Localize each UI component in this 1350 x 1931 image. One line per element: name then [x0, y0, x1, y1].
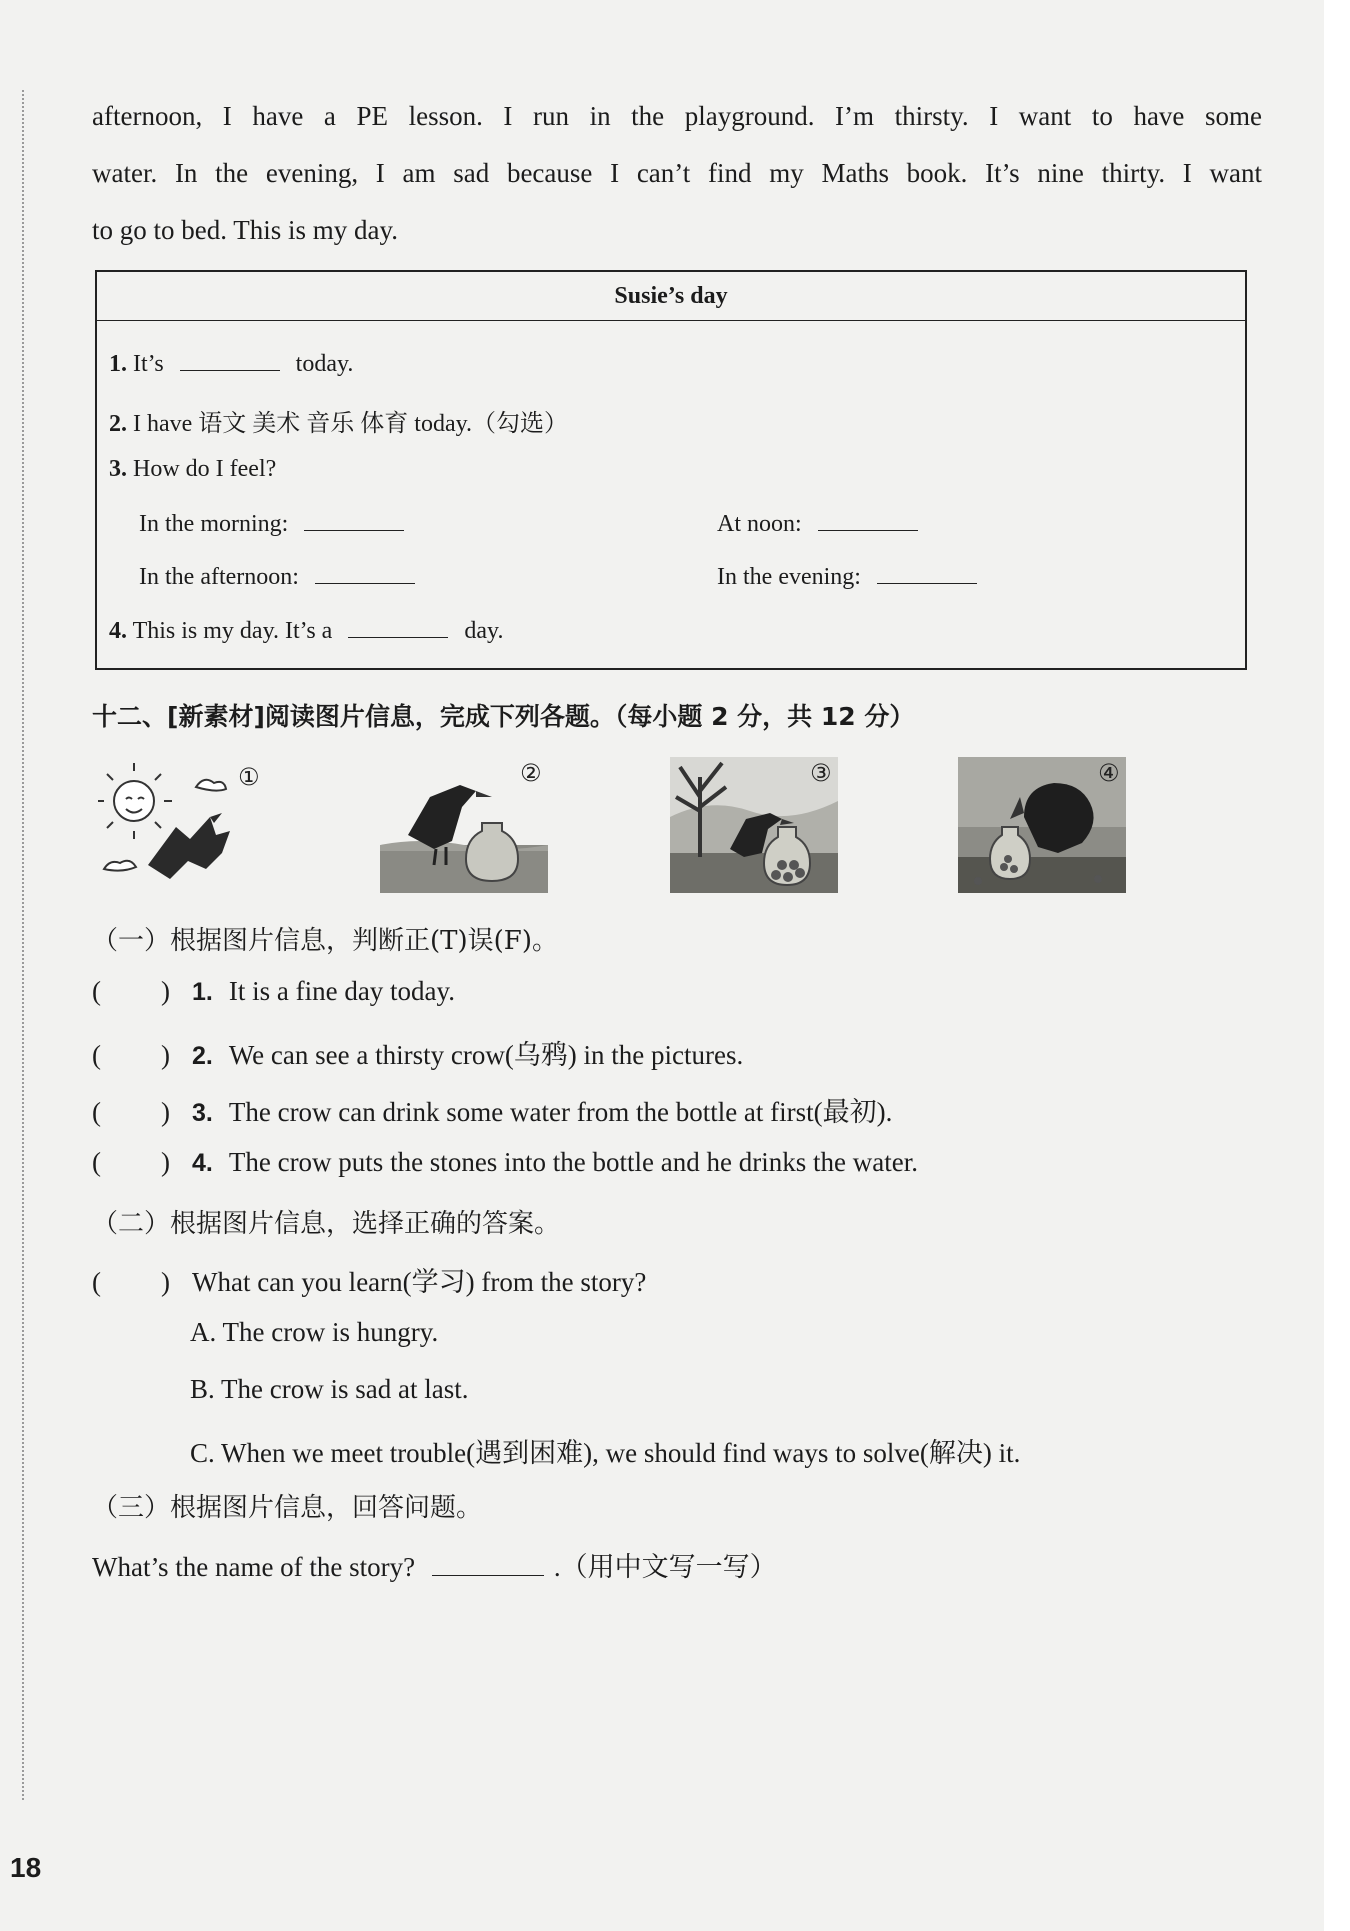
feel-evening: [717, 563, 987, 591]
tf-text-3: The crow can drink some water from the bottle at first(最初).: [228, 1097, 893, 1127]
story-question-text: What’s the name of the story?: [92, 1552, 416, 1582]
evening-label: In the evening:: [717, 564, 861, 590]
noon-blank[interactable]: [818, 510, 918, 531]
q4-pre: This is my day. It’s a: [132, 618, 333, 644]
q1-post: today.: [295, 351, 354, 377]
q3-number: 3.: [109, 456, 127, 482]
morning-label: In the morning:: [139, 511, 289, 537]
new-material-tag: [新素材]: [167, 702, 265, 731]
feel-noon: [717, 510, 928, 538]
tf-text-2: We can see a thirsty crow(乌鸦) in the pictures.: [228, 1040, 744, 1070]
picture-1-label: ①: [238, 763, 260, 791]
crow-bottle-illustration: [380, 757, 548, 893]
crow-stones-illustration: [670, 757, 838, 893]
sun-crow-illustration: [98, 757, 266, 893]
story-question-suffix: .（用中文写一写）: [553, 1552, 777, 1582]
table-q1: [109, 350, 353, 378]
bracket-open: (: [92, 1097, 101, 1127]
option-c: C. When we meet trouble(遇到困难), we should find ways to solve(解决) it.: [190, 1438, 1021, 1468]
intro-line-1: afternoon, I have a PE lesson. I run in the playground. I’m thirsty. I want to have some: [92, 101, 1262, 131]
picture-4-label: ④: [1098, 759, 1120, 787]
story-name-question: [92, 1545, 777, 1584]
picture-4: [958, 757, 1126, 893]
page-edge: [1324, 0, 1350, 1931]
picture-2-label: ②: [520, 759, 542, 787]
answer-bracket-2[interactable]: [92, 1040, 192, 1071]
bracket-open: (: [92, 1267, 101, 1297]
bracket-close: ): [161, 1097, 170, 1127]
picture-3-label: ③: [810, 759, 832, 787]
part-1-heading: （一）根据图片信息，判断正(T)误(F)。: [92, 926, 558, 956]
bracket-close: ): [161, 1040, 170, 1070]
q2-text: I have 语文 美术 音乐 体育 today.（勾选）: [133, 411, 569, 437]
table-q2: [109, 403, 568, 438]
morning-blank[interactable]: [304, 510, 404, 531]
evening-blank[interactable]: [877, 563, 977, 584]
answer-bracket-3[interactable]: [92, 1097, 192, 1128]
table-title: Susie’s day: [97, 272, 1245, 321]
intro-line-2: water. In the evening, I am sad because I can’t find my Maths book. It’s nine thirty. I want: [92, 158, 1262, 188]
bracket-close: ): [161, 1267, 170, 1297]
choice-question-text: What can you learn(学习) from the story?: [192, 1267, 647, 1297]
binding-dotted-line: [22, 90, 24, 1800]
bracket-close: ): [161, 1147, 170, 1177]
q1-number: 1.: [109, 351, 127, 377]
picture-3: [670, 757, 838, 893]
bracket-open: (: [92, 1040, 101, 1070]
q4-blank[interactable]: [348, 617, 448, 638]
section-12-title: [92, 697, 914, 733]
tf-item-3: [92, 1090, 892, 1129]
q1-pre: It’s: [133, 351, 164, 377]
q4-post: day.: [464, 618, 504, 644]
tf-number-4: 4.: [192, 1149, 213, 1177]
section-instruction: 阅读图片信息，完成下列各题。（每小题 2 分，共 12 分）: [264, 702, 915, 731]
tf-number-2: 2.: [192, 1042, 213, 1070]
tf-number-3: 3.: [192, 1099, 213, 1127]
tf-text-4: The crow puts the stones into the bottle and he drinks the water.: [228, 1147, 918, 1177]
q4-number: 4.: [109, 618, 127, 644]
noon-label: At noon:: [717, 511, 802, 537]
feel-afternoon: [139, 563, 425, 591]
answer-bracket-4[interactable]: [92, 1147, 192, 1178]
picture-2: [380, 757, 548, 893]
q3-text: How do I feel?: [133, 456, 277, 482]
tf-item-1: [92, 976, 455, 1007]
picture-1: [98, 757, 266, 893]
option-b: B. The crow is sad at last.: [190, 1374, 469, 1404]
choice-answer-bracket[interactable]: [92, 1267, 192, 1298]
bracket-open: (: [92, 1147, 101, 1177]
afternoon-blank[interactable]: [315, 563, 415, 584]
q1-blank[interactable]: [180, 350, 280, 371]
table-q4: [109, 617, 503, 645]
table-q3: [109, 456, 276, 483]
feel-morning: [139, 510, 414, 538]
part-3-heading: （三）根据图片信息，回答问题。: [92, 1493, 483, 1523]
story-name-blank[interactable]: [432, 1555, 544, 1576]
bracket-open: (: [92, 976, 101, 1006]
crow-drinking-illustration: [958, 757, 1126, 893]
tf-number-1: 1.: [192, 978, 213, 1006]
tf-text-1: It is a fine day today.: [228, 976, 456, 1006]
section-prefix: 十二、: [92, 702, 168, 731]
susies-day-table: [95, 270, 1247, 670]
tf-item-2: [92, 1033, 743, 1072]
tf-item-4: [92, 1147, 918, 1178]
bracket-close: ): [161, 976, 170, 1006]
intro-line-3: to go to bed. This is my day.: [92, 215, 398, 245]
page-number: 18: [10, 1852, 42, 1883]
part-2-heading: （二）根据图片信息，选择正确的答案。: [92, 1209, 561, 1239]
q2-number: 2.: [109, 411, 127, 437]
choice-question: [92, 1260, 646, 1299]
option-a: A. The crow is hungry.: [190, 1317, 439, 1347]
afternoon-label: In the afternoon:: [139, 564, 299, 590]
answer-bracket-1[interactable]: [92, 976, 192, 1007]
